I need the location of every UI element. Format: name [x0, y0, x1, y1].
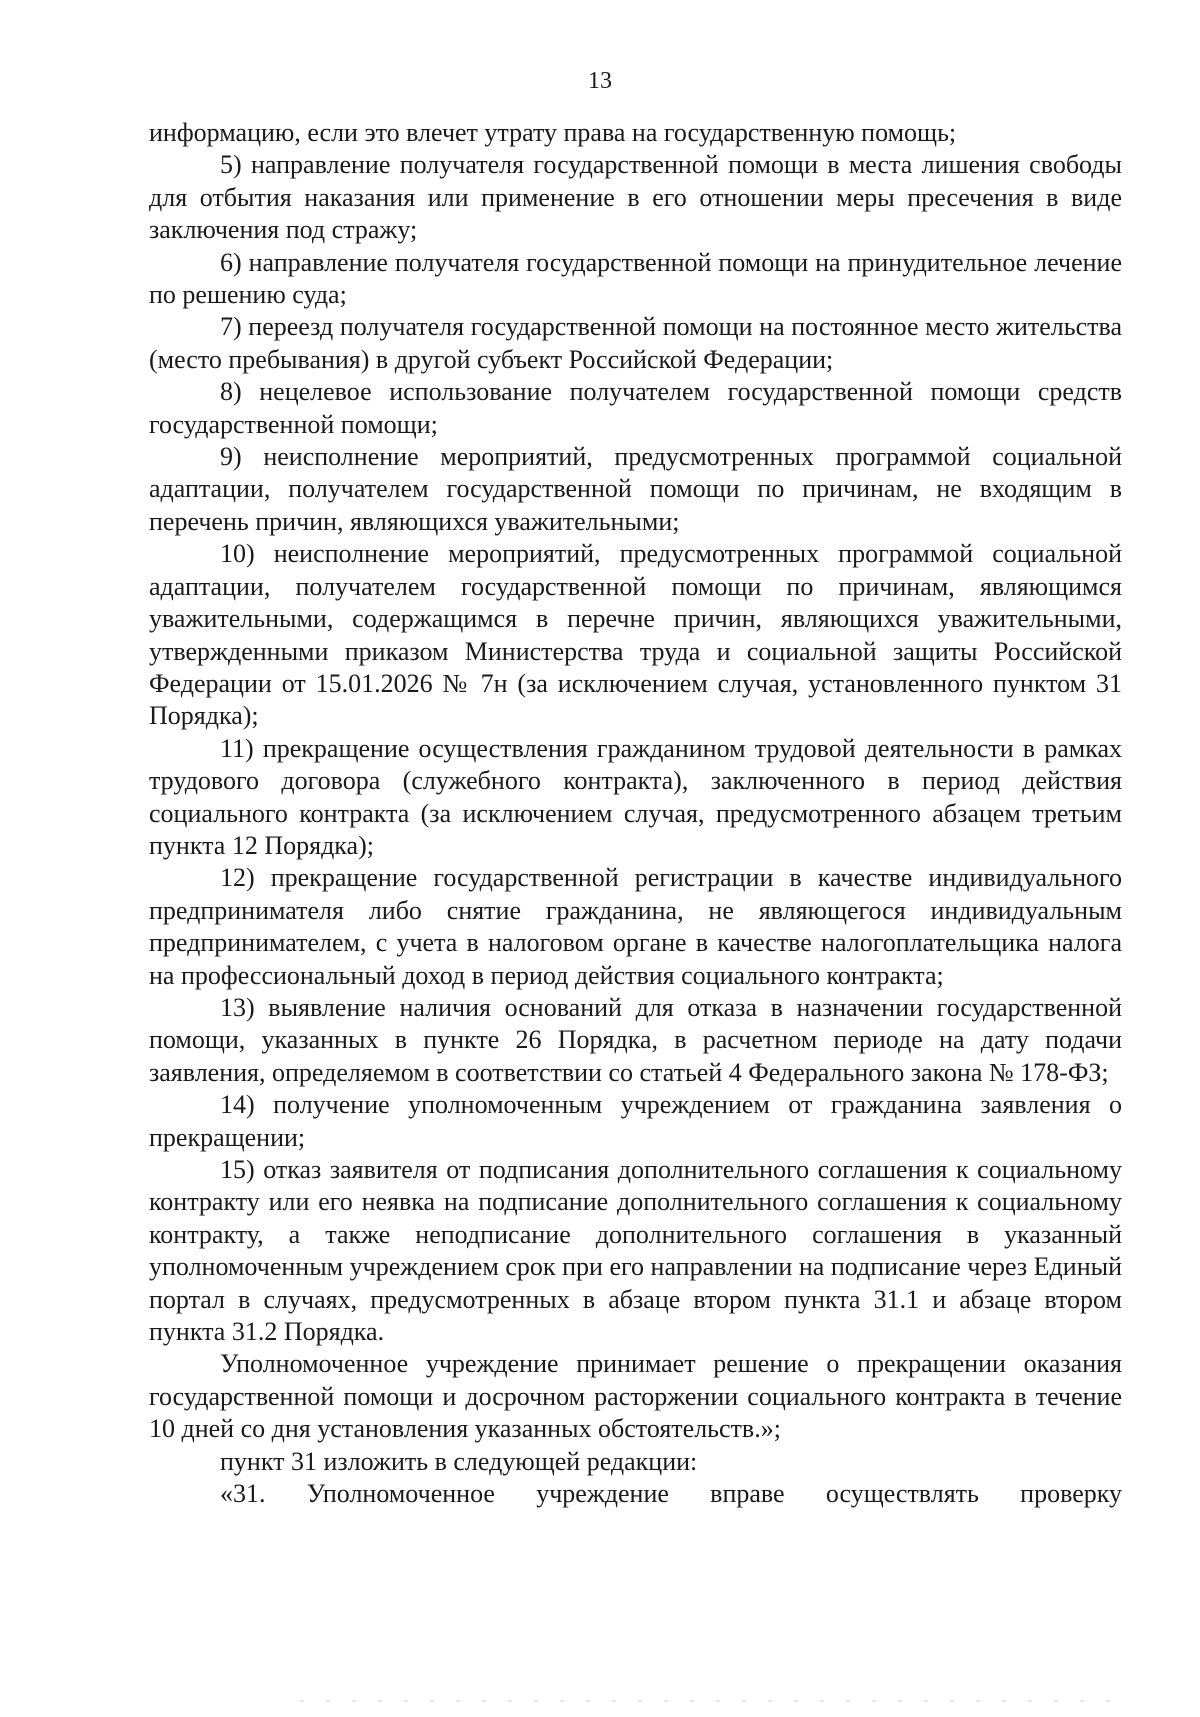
- page-number: 13: [588, 68, 612, 94]
- list-item-6: 6) направление получателя государственной помощи на принудительное лечение по решению суда;: [149, 247, 1122, 310]
- list-item-5: 5) направление получателя государственной помощи в места лишения свободы для отбытия наказания или применение в его отношении меры пресечения в виде заключения под стражу;: [149, 150, 1122, 245]
- list-item-12: 12) прекращение государственной регистрации в качестве индивидуального предпринимателя либо снятие гражданина, не являющегося индивидуальным предпринимателем, с учета в налоговом органе в качестве налогоплательщика налога на профессиональный доход в период действия социального контракта;: [149, 863, 1122, 990]
- list-item-13: 13) выявление наличия оснований для отказа в назначении государственной помощи, указанных в пункте 26 Порядка, в расчетном периоде на дату подачи заявления, определяемом в соответствии со статьей 4 Федерального закона № 178-ФЗ;: [149, 992, 1122, 1087]
- document-body: [149, 117, 1122, 1510]
- list-item-10: 10) неисполнение мероприятий, предусмотренных программой социальной адаптации, получателем государственной помощи по причинам, являющимся уважительными, содержащимся в перечне причин, являющихся уважительными, утвержденными приказом Министерства труда и социальной защиты Российской Федерации от 15.01.2026 № 7н (за исключением случая, установленного пунктом 31 Порядка);: [149, 539, 1122, 731]
- list-item-15: 15) отказ заявителя от подписания дополнительного соглашения к социальному контракту или его неявка на подписание дополнительного соглашения к социальному контракту, а также неподписание дополнительного соглашения в указанный уполномоченным учреждением срок при его направлении на подписание через Единый портал в случаях, предусмотренных в абзаце втором пункта 31.1 и абзаце втором пункта 31.2 Порядка.: [149, 1155, 1122, 1347]
- paragraph-decision: Уполномоченное учреждение принимает решение о прекращении оказания государственной помощи и досрочном расторжении социального контракта в течение 10 дней со дня установления указанных обстоятельств.»;: [149, 1349, 1122, 1444]
- paragraph-point-31: «31. Уполномоченное учреждение вправе осуществлять проверку: [220, 1479, 1122, 1509]
- scan-artifact: [300, 1700, 1120, 1702]
- paragraph-amendment: пункт 31 изложить в следующей редакции:: [220, 1446, 698, 1476]
- list-item-14: 14) получение уполномоченным учреждением от гражданина заявления о прекращении;: [149, 1090, 1122, 1152]
- list-item-7: 7) переезд получателя государственной помощи на постоянное место жительства (место пребывания) в другой субъект Российской Федерации;: [149, 312, 1122, 374]
- list-item-9: 9) неисполнение мероприятий, предусмотренных программой социальной адаптации, получателем государственной помощи по причинам, не входящим в перечень причин, являющихся уважительными;: [149, 442, 1122, 536]
- list-item-8: 8) нецелевое использование получателем государственной помощи средств государственной помощи;: [149, 377, 1122, 439]
- paragraph-continuation: информацию, если это влечет утрату права на государственную помощь;: [149, 118, 957, 147]
- list-item-11: 11) прекращение осуществления гражданином трудовой деятельности в рамках трудового договора (служебного контракта), заключенного в период действия социального контракта (за исключением случая, предусмотренного абзацем третьим пункта 12 Порядка);: [149, 733, 1122, 860]
